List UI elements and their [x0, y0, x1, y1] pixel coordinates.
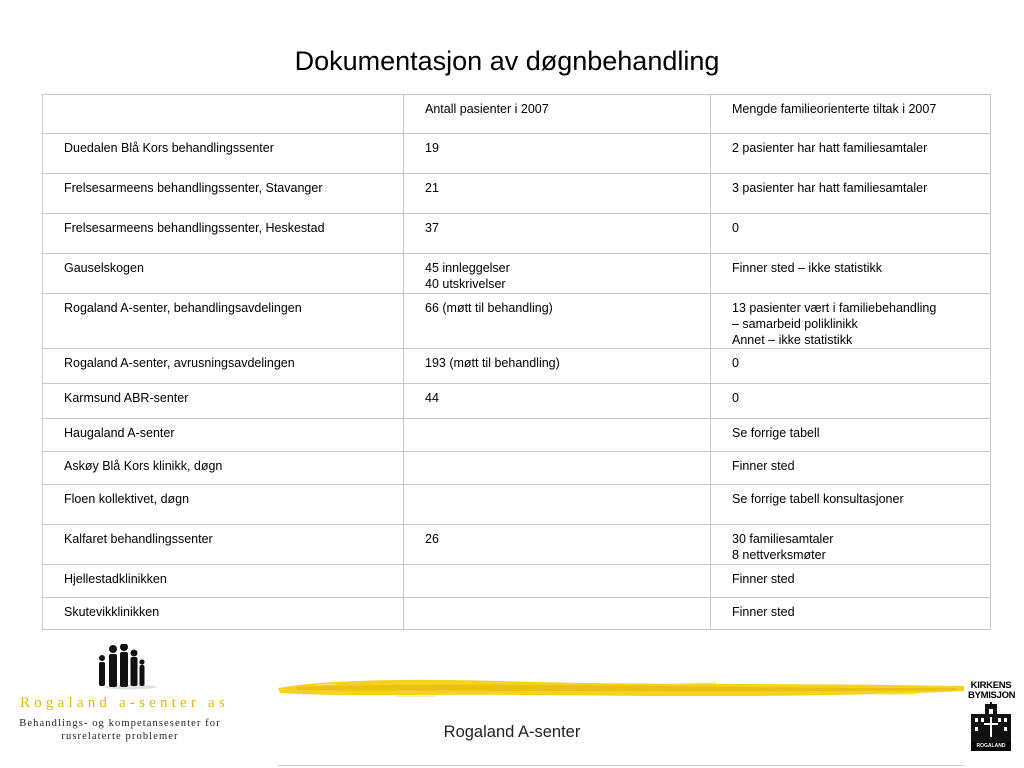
table-row — [43, 294, 991, 349]
cell-family-measures — [711, 419, 991, 452]
cell-line: 2 pasienter har hatt familiesamtaler — [732, 141, 928, 155]
yellow-brush-stroke-icon — [276, 676, 966, 702]
cell-line: 13 pasienter vært i familiebehandling — [732, 301, 937, 315]
footer-divider — [278, 765, 964, 766]
cell-patient-count — [404, 254, 711, 294]
cell-line: 0 — [732, 221, 739, 235]
table-row — [43, 254, 991, 294]
cell-treatment-center: Hjellestadklinikken — [43, 565, 404, 598]
org-tagline — [0, 717, 240, 743]
documentation-table — [42, 94, 991, 630]
cell-family-measures — [711, 214, 991, 254]
cell-patient-count — [404, 452, 711, 485]
table-header-row — [43, 95, 991, 134]
cell-line: 66 (møtt til behandling) — [425, 301, 553, 315]
cell-line: Annet – ikke statistikk — [732, 333, 853, 347]
table-row — [43, 419, 991, 452]
cell-line: Finner sted — [732, 459, 795, 473]
cell-line: Finner sted — [732, 572, 795, 586]
cell-line: 193 (møtt til behandling) — [425, 356, 560, 370]
cell-treatment-center: Askøy Blå Kors klinikk, døgn — [43, 452, 404, 485]
cell-family-measures — [711, 565, 991, 598]
tagline-line: Behandlings- og kompetansesenter for — [19, 718, 221, 729]
cell-line: 26 — [425, 532, 439, 546]
header-cell-name — [43, 95, 404, 134]
kb-logo-line1: KIRKENS — [970, 680, 1012, 691]
rogaland-logo — [0, 636, 272, 768]
cell-family-measures — [711, 452, 991, 485]
kirkens-bymisjon-logo — [968, 681, 1014, 753]
cell-patient-count — [404, 525, 711, 565]
cell-line: 40 utskrivelser — [425, 277, 506, 291]
cell-line: – samarbeid poliklinikk — [732, 317, 858, 331]
cell-line: 0 — [732, 356, 739, 370]
header-cell-patients: Antall pasienter i 2007 — [404, 95, 711, 134]
table-row — [43, 598, 991, 630]
cell-family-measures — [711, 485, 991, 525]
cell-family-measures — [711, 254, 991, 294]
cell-patient-count — [404, 174, 711, 214]
cell-patient-count — [404, 598, 711, 630]
cell-family-measures — [711, 525, 991, 565]
cell-family-measures — [711, 174, 991, 214]
cell-line: Finner sted – ikke statistikk — [732, 261, 883, 275]
cell-treatment-center: Duedalen Blå Kors behandlingssenter — [43, 134, 404, 174]
cell-patient-count — [404, 485, 711, 525]
cell-family-measures — [711, 294, 991, 349]
org-name: Rogaland a-senter as — [20, 695, 229, 711]
table-row — [43, 349, 991, 384]
cell-patient-count — [404, 214, 711, 254]
kb-logo-line3: ROGALAND — [971, 742, 1011, 751]
family-silhouette-icon — [92, 644, 162, 690]
table-row — [43, 485, 991, 525]
cell-treatment-center: Frelsesarmeens behandlingssenter, Stavanger — [43, 174, 404, 214]
cell-treatment-center: Haugaland A-senter — [43, 419, 404, 452]
cell-line: 21 — [425, 181, 439, 195]
cell-patient-count — [404, 294, 711, 349]
tagline-line: rusrelaterte problemer — [61, 731, 179, 742]
cell-family-measures — [711, 598, 991, 630]
cell-line: 44 — [425, 391, 439, 405]
cell-line: Finner sted — [732, 605, 795, 619]
cell-line: 19 — [425, 141, 439, 155]
cell-line: 0 — [732, 391, 739, 405]
footer-text: Rogaland A-senter — [443, 723, 581, 741]
cell-line: Se forrige tabell konsultasjoner — [732, 492, 904, 506]
cell-treatment-center: Karmsund ABR-senter — [43, 384, 404, 419]
cell-line: 45 innleggelser — [425, 261, 510, 275]
cell-family-measures — [711, 134, 991, 174]
table-row — [43, 525, 991, 565]
kb-logo-line2: BYMISJON — [968, 690, 1016, 701]
cell-line: 37 — [425, 221, 439, 235]
table-body — [43, 134, 991, 630]
city-tower-icon — [971, 702, 1011, 742]
table-row — [43, 174, 991, 214]
cell-line: Se forrige tabell — [732, 426, 820, 440]
cell-treatment-center: Kalfaret behandlingssenter — [43, 525, 404, 565]
cell-treatment-center: Rogaland A-senter, avrusningsavdelingen — [43, 349, 404, 384]
cell-line: 30 familiesamtaler — [732, 532, 834, 546]
table-row — [43, 452, 991, 485]
cell-treatment-center: Floen kollektivet, døgn — [43, 485, 404, 525]
cell-patient-count — [404, 349, 711, 384]
cell-treatment-center: Skutevikklinikken — [43, 598, 404, 630]
table-row — [43, 565, 991, 598]
cell-treatment-center: Frelsesarmeens behandlingssenter, Heskestad — [43, 214, 404, 254]
cell-treatment-center: Gauselskogen — [43, 254, 404, 294]
cell-family-measures — [711, 349, 991, 384]
header-cell-measures: Mengde familieorienterte tiltak i 2007 — [711, 95, 991, 134]
cell-treatment-center: Rogaland A-senter, behandlingsavdelingen — [43, 294, 404, 349]
cell-patient-count — [404, 419, 711, 452]
table-row — [43, 214, 991, 254]
cell-patient-count — [404, 565, 711, 598]
cell-patient-count — [404, 384, 711, 419]
cell-family-measures — [711, 384, 991, 419]
table-row — [43, 134, 991, 174]
page-title: Dokumentasjon av døgnbehandling — [294, 46, 720, 76]
cell-line: 3 pasienter har hatt familiesamtaler — [732, 181, 928, 195]
table-row — [43, 384, 991, 419]
cell-patient-count — [404, 134, 711, 174]
cell-line: 8 nettverksmøter — [732, 548, 826, 562]
